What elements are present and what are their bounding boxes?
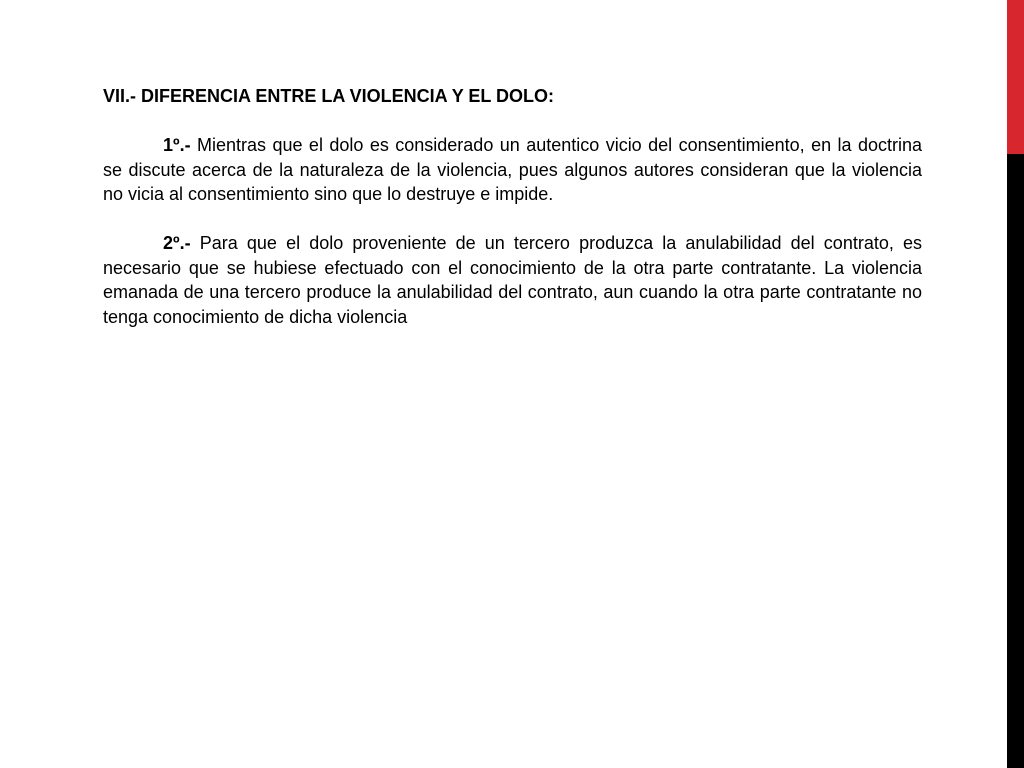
paragraph-1-text: Mientras que el dolo es considerado un autentico vicio del consentimiento, en la doctrina se discute acerca de la naturaleza de la violencia, pues algunos autores consideran que la violencia no vicia al consentimiento sino que lo destruye e impide. bbox=[103, 135, 922, 204]
accent-bar-red bbox=[1007, 0, 1024, 154]
paragraph-1-number: 1º.- bbox=[163, 135, 191, 155]
paragraph-2-text: Para que el dolo proveniente de un tercero produzca la anulabilidad del contrato, es necesario que se hubiese efectuado con el conocimiento de la otra parte contratante. La violencia emanada de una tercero produce la anulabilidad del contrato, aun cuando la otra parte contratante no tenga conocimiento de dicha violencia bbox=[103, 233, 922, 327]
paragraph-2-number: 2º.- bbox=[163, 233, 191, 253]
paragraph-2 bbox=[103, 231, 922, 329]
slide-body bbox=[103, 84, 922, 329]
slide-heading: VII.- DIFERENCIA ENTRE LA VIOLENCIA Y EL DOLO: bbox=[103, 86, 555, 106]
accent-bar-black bbox=[1007, 154, 1024, 768]
paragraph-1 bbox=[103, 133, 922, 207]
